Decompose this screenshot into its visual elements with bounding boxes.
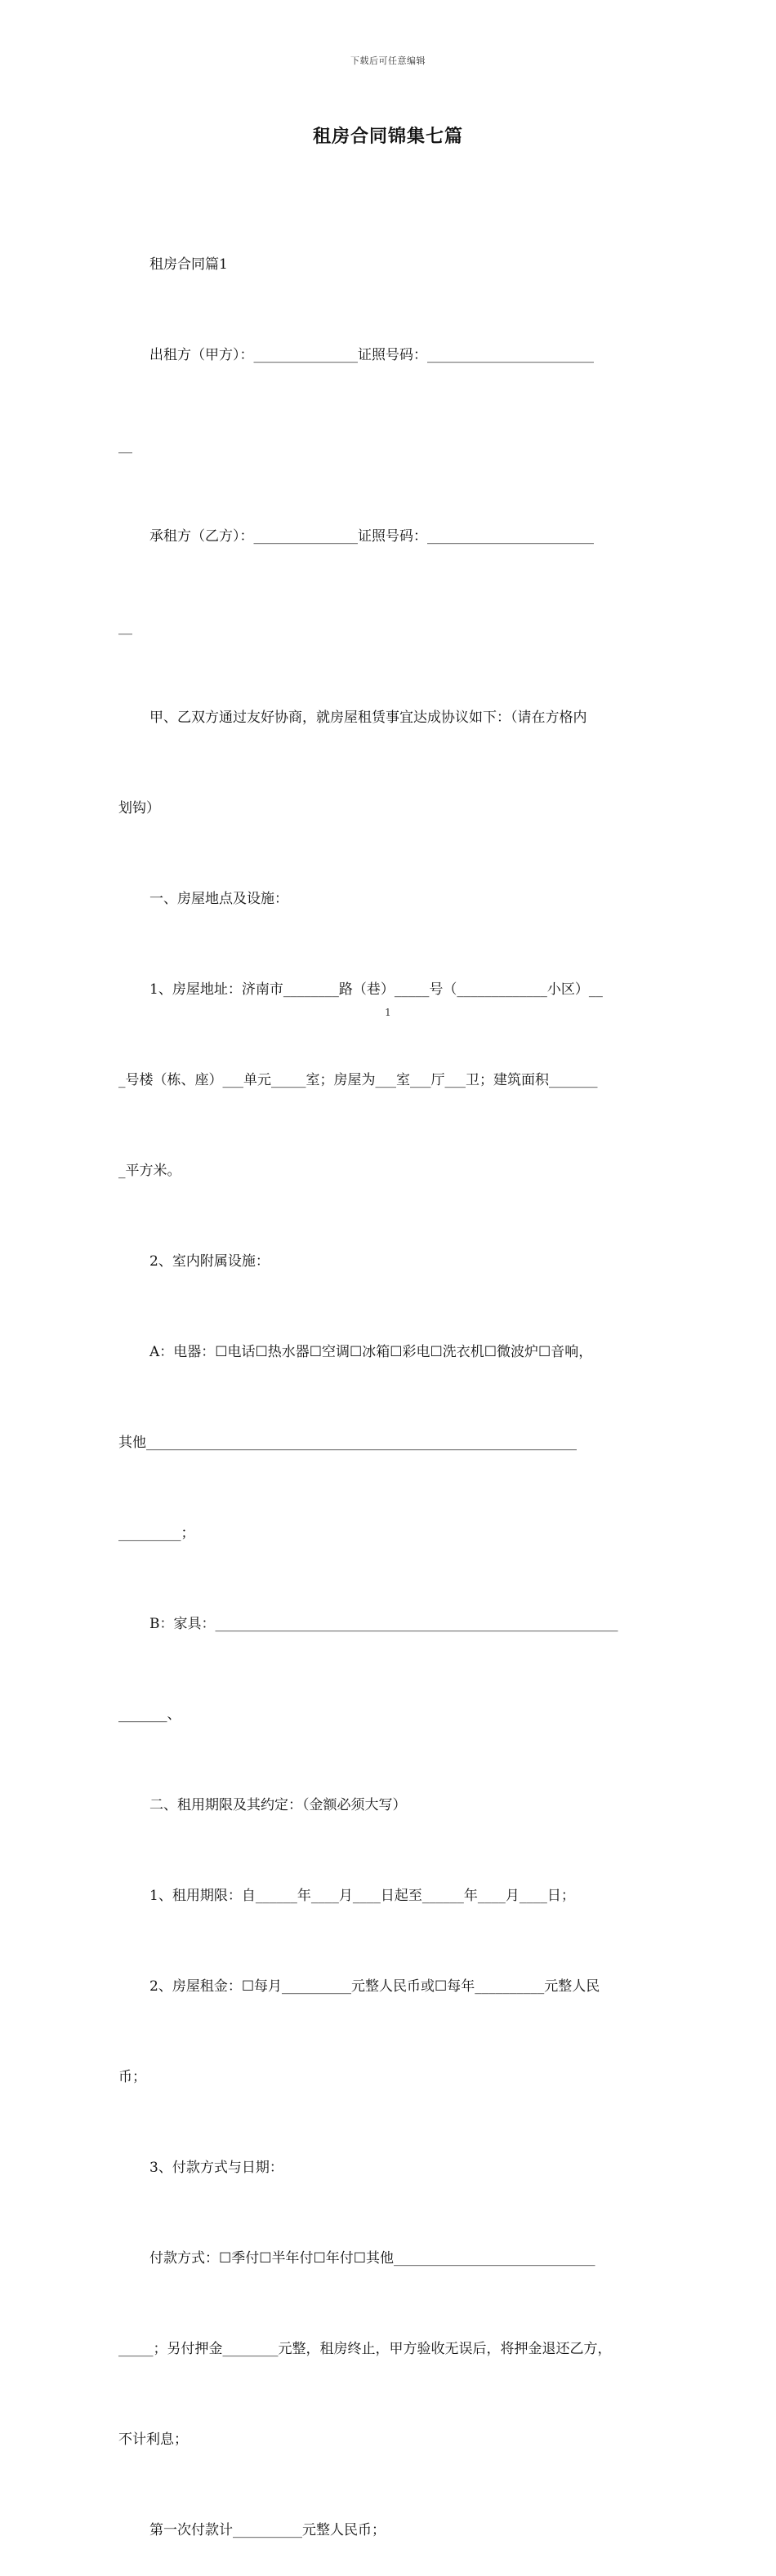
body-line: 2、房屋租金：☐每月__________元整人民币或☐每年__________元整人民	[149, 1978, 600, 1995]
header-note: 下载后可任意编辑	[350, 56, 426, 66]
page-number: 1	[385, 1007, 391, 1018]
body-line: 3、付款方式与日期：	[149, 2160, 283, 2176]
body-line: 划钩）	[118, 800, 160, 816]
body-line: _____；另付押金________元整，租房终止，甲方验收无误后，将押金退还乙方，	[118, 2341, 612, 2357]
body-line: 1、租用期限：自______年____月____日起至______年____月____日；	[149, 1888, 575, 1904]
body-line: 承租方（乙方）：_______________证照号码：________________________	[149, 528, 594, 545]
body-line: 不计利息；	[118, 2431, 188, 2448]
document-title: 租房合同锦集七篇	[312, 126, 463, 147]
body-line: 1、房屋地址：济南市________路（巷）_____号（_____________小区）__	[149, 981, 603, 998]
body-line: 出租方（甲方）：_______________证照号码：________________________	[149, 347, 594, 363]
body-line: 付款方式：☐季付☐半年付☐年付☐其他_____________________________	[149, 2250, 595, 2267]
body-line: _________；	[118, 1525, 195, 1542]
body-line: 第一次付款计__________元整人民币；	[149, 2522, 386, 2538]
body-line: 甲、乙双方通过友好协商，就房屋租赁事宜达成协议如下：（请在方格内	[149, 710, 587, 726]
body-line: _______、	[118, 1706, 181, 1723]
body-line: _平方米。	[118, 1163, 181, 1179]
body-line: 币；	[118, 2069, 146, 2085]
body-line: 2、室内附属设施：	[149, 1253, 270, 1270]
body-line: _号楼（栋、座）___单元_____室；房屋为___室___厅___卫；建筑面积_______	[118, 1072, 598, 1088]
body-line: B：家具：__________________________________________________________	[149, 1616, 618, 1632]
document-body	[118, 189, 662, 2576]
body-line: 二、租用期限及其约定：（金额必须大写）	[149, 1797, 407, 1813]
body-line: 租房合同篇1	[149, 256, 228, 273]
body-line: 其他______________________________________________________________	[118, 1435, 577, 1451]
body-line: 一、房屋地点及设施：	[149, 891, 288, 907]
body-line: __	[118, 438, 132, 454]
body-line: A：电器：☐电话☐热水器☐空调☐冰箱☐彩电☐洗衣机☐微波炉☐音响，	[149, 1344, 593, 1360]
body-line: __	[118, 619, 132, 635]
